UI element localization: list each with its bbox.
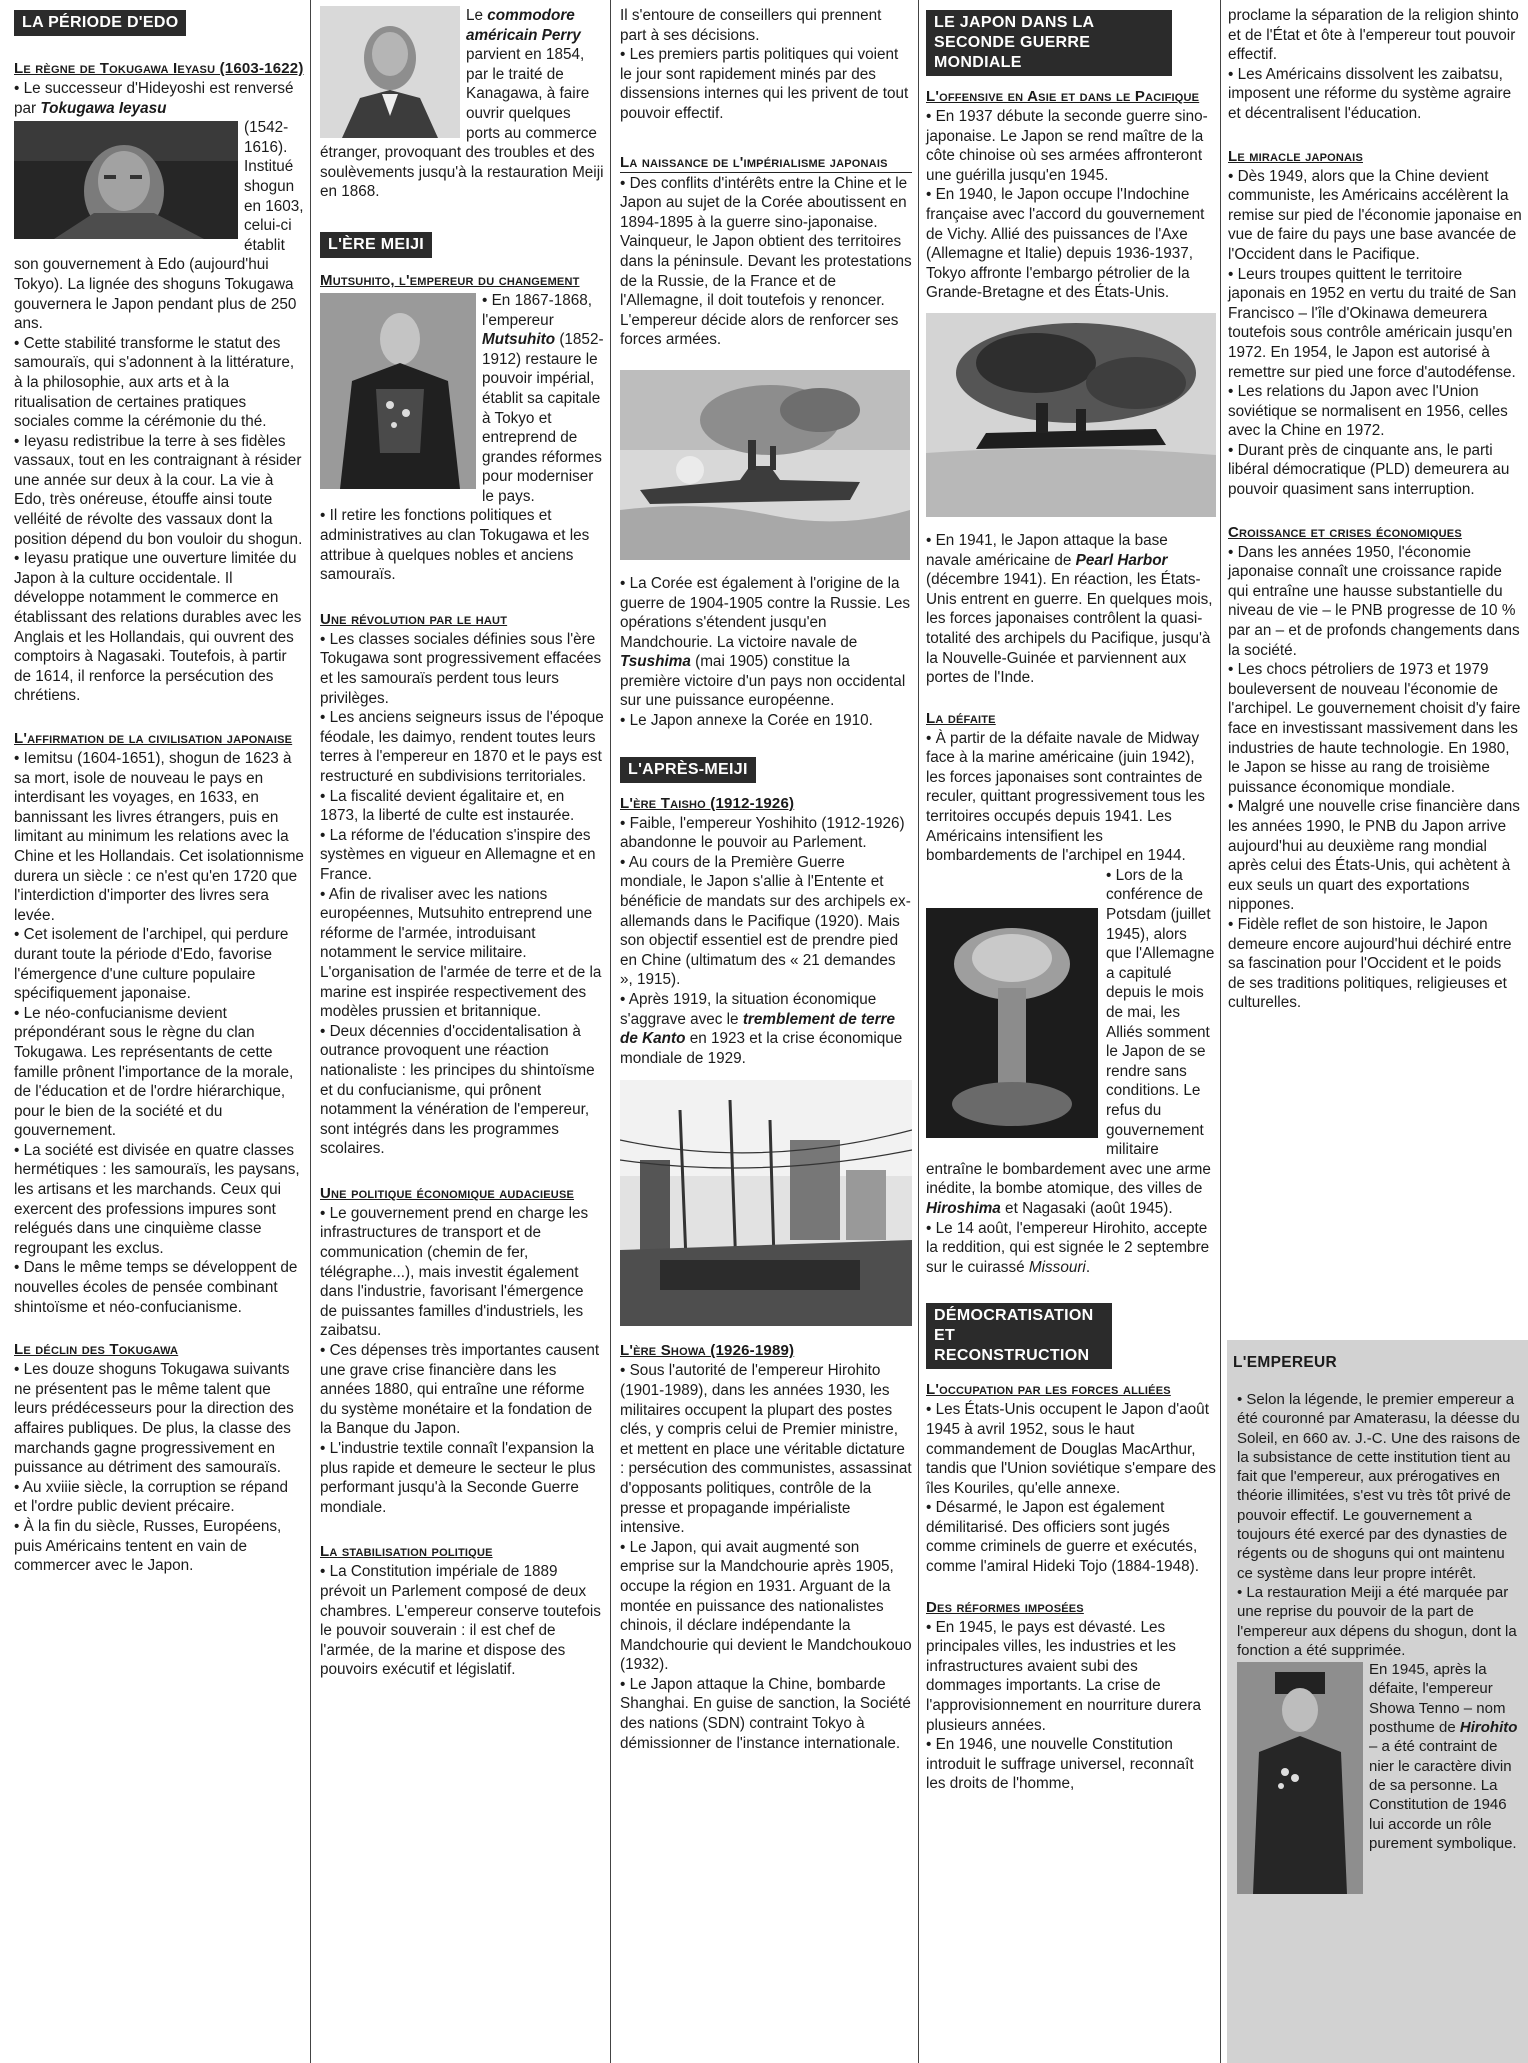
column-divider (1220, 0, 1221, 2063)
person-name: Hirohito (1459, 1719, 1518, 1737)
subheading: L'ère Showa (1926-1989) (620, 1342, 795, 1360)
paragraph: • Sous l'autorité de l'empereur Hirohito (1901-1989), dans les années 1930, les militaires occupent la plupart des postes clés, y compris celui de Premier ministre, et mettent en place une véritable dictature : persécution des communistes, assassinat d'opposants politiques, contrôle de la presse et propagande impérialiste intensive. (620, 1362, 912, 1537)
pearl-harbor-image (926, 313, 1216, 517)
paragraph: • En 1945, le pays est dévasté. Les principales villes, les industries et les infrastructures avaient subi des dommages importants. La crise de l'approvisionnement en nourriture durera plusieurs années. (926, 1618, 1202, 1734)
paragraph: • Lors de la conférence de Potsdam (juillet 1945), alors que l'Allemagne a capitulé depuis le mois de mai, les Alliés somment le Japon de se rendre sans conditions. Le refus du gouvernement militaire entraîne le bombardement avec une arme inédite, la bombe atomique, des villes de Hiroshima et Nagasaki (août 1945). (926, 866, 1215, 1217)
subheading: Le miracle japonais (1228, 147, 1363, 165)
paragraph: • Désarmé, le Japon est également démilitarisé. Des officiers sont jugés comme criminels de guerre et exécutés, comme l'amiral Hideki Tojo (1884-1948). (926, 1499, 1199, 1576)
paragraph: • La Constitution impériale de 1889 prévoit un Parlement composé de deux chambres. L'empereur conserve toutefois le pouvoir souverain : il est chef de l'armée, de la marine et dispose des pouvoirs exécutif et législatif. (320, 1563, 601, 1679)
hirohito-portrait-image (1237, 1662, 1363, 1894)
paragraph: • La restauration Meiji a été marquée par une reprise du pouvoir de la part de l'empereur aux dépens du shogun, dont la fonction a été supprimée. (1237, 1583, 1517, 1659)
paragraph: • Les anciens seigneurs issus de l'époque féodale, les daimyo, rendent toutes leurs terres à l'empereur en 1870 et le pays est restructuré en subdivisions territoriales. (320, 709, 604, 785)
ieyasu-portrait-image (14, 121, 238, 239)
subheading: Des réformes imposées (926, 1598, 1084, 1616)
paragraph: • Les premiers partis politiques qui voient le jour sont rapidement minés par des dissensions internes qui les privent de tout pouvoir effectif. (620, 46, 909, 122)
box-body (1227, 1390, 1528, 1853)
paragraph: Le commodore américain Perry parvient en 1854, par le traité de Kanagawa, à faire ouvrir quelques ports au commerce étranger, provoquant des troubles et des soulèvements jusqu'à la restauration Meiji en 1868. (320, 7, 604, 201)
paragraph: • Les douze shoguns Tokugawa suivants ne présentent pas le même talent que leurs prédécesseurs pour la direction des affaires publiques. De plus, la classe des marchands gagne progressivement en puissance au détriment des samouraïs. (14, 1361, 294, 1477)
paragraph: • Le Japon attaque la Chine, bombarde Shanghai. En guise de sanction, la Société des nations (SDN) contraint Tokyo à démissionner de l'instance internationale. (620, 1675, 911, 1752)
paragraph: • La réforme de l'éducation s'inspire des systèmes en vigueur en Allemagne et en France. (320, 826, 596, 883)
paragraph: • L'industrie textile connaît l'expansion la plus rapide et demeure le secteur le plus performant jusqu'à la Seconde Guerre mondiale. (320, 1440, 596, 1516)
paragraph: • Durant près de cinquante ans, le parti libéral démocratique (PLD) demeurera au pouvoir quasiment sans interruption. (1228, 441, 1510, 499)
person-name: commodore américain Perry (466, 7, 581, 44)
paragraph: • Le Japon annexe la Corée en 1910. (620, 712, 873, 730)
paragraph: • Le successeur d'Hideyoshi est renversé par Tokugawa Ieyasu (1542-1616). Institué shogun en 1603, celui-ci établit son gouvernement à Edo (aujourd'hui Tokyo). La lignée des shoguns Tokugawa gouvernera le Japon pendant plus de 250 ans. (14, 80, 304, 333)
subheading: L'offensive en Asie et dans le Pacifique (926, 88, 1200, 105)
event-name: tremblement de terre de Kanto (620, 1010, 895, 1048)
paragraph: • Deux décennies d'occidentalisation à outrance provoquent une réaction nationaliste : les principes du shintoïsme et du confucianisme, qui prônent notamment la vénération de l'empereur, sont intégrés dans les programmes scolaires. (320, 1022, 595, 1158)
column-divider (610, 0, 611, 2063)
paragraph: • Au cours de la Première Guerre mondiale, le Japon s'allie à l'Entente et bénéficie de mandats sur des archipels ex-allemands dans le Pacifique (1920). Mais son objectif essentiel est de prendre pied en Chine (ultimatum des « 21 demandes », 1915). (620, 853, 911, 989)
paragraph: • En 1946, une nouvelle Constitution introduit le suffrage universel, reconnaît les droits de l'homme, (926, 1736, 1194, 1793)
paragraph: • Le 14 août, l'empereur Hirohito, accepte la reddition, qui est signée le 2 septembre sur le cuirassé Missouri. (926, 1219, 1210, 1276)
section-title-ww2: LE JAPON DANS LA SECONDE GUERRE MONDIALE (926, 10, 1172, 76)
paragraph: • Les chocs pétroliers de 1973 et 1979 bouleversent de nouveau l'économie de l'archipel. Le gouvernement choisit d'y faire face en investissant massivement dans les industries de haute technologie. En 1980, le Japon se hisse au rang de troisième puissance économique mondiale. (1228, 661, 1521, 796)
paragraph: • Ieyasu redistribue la terre à ses fidèles vassaux, tout en les contraignant à résider une année sur deux à la cour. La vie à Edo, très onéreuse, étouffe ainsi toute velléité de révolte des vassaux dont la position dépend du bon vouloir du shogun. (14, 432, 303, 548)
paragraph: • Le néo-confucianisme devient prépondérant sous le règne du clan Tokugawa. Les représentants de cette famille prônent l'importance de la morale, de l'éducation et de l'ordre hiérarchique, pour le bien de la société et du gouvernement. (14, 1004, 294, 1140)
paragraph: • Cette stabilité transforme le statut des samouraïs, qui s'adonnent à la littérature, à la philosophie, aux arts et à la ritualisation de certaines pratiques sociales comme la cérémonie du thé. (14, 334, 295, 431)
section-title-edo: LA PÉRIODE D'EDO (14, 10, 186, 36)
paragraph: • Selon la légende, le premier empereur a été couronné par Amaterasu, la déesse du Soleil, en 660 av. J.-C. Une des raisons de la subsistance de cette institution tient au fait que l'empereur, aux prérogatives en théorie illimitées, s'est vu très tôt privé de pouvoir effectif. Le gouvernement a toujours été exercé par des dynasties de régents ou de shoguns qui ont maintenu ce système dans leur propre intérêt. (1237, 1391, 1521, 1582)
column-divider (918, 0, 919, 2063)
paragraph: • Iemitsu (1604-1651), shogun de 1623 à sa mort, isole de nouveau le pays en interdisant les voyages, en 1633, en bannissant les livres étrangers, puis en limitant au minimum les relations avec la Chine et les Hollandais. Cet isolationnisme durera un siècle : ce n'est qu'en 1720 que l'interdiction d'importer des livres sera levée. (14, 750, 304, 924)
subheading: Une révolution par le haut (320, 610, 508, 628)
paragraph: • Cet isolement de l'archipel, qui perdure durant toute la période d'Edo, favorise l'émergence d'une culture populaire spécifiquement japonaise. (14, 926, 289, 1003)
paragraph: • À la fin du siècle, Russes, Européens, puis Américains tentent en vain de commercer avec le Japon. (14, 1517, 282, 1575)
place-name: Tsushima (620, 653, 691, 671)
paragraph: • En 1937 débute la seconde guerre sino-japonaise. Le Japon se rend maître de la côte chinoise où ses armées affronteront une guérilla jusqu'en 1945. (926, 108, 1208, 184)
mutsuhito-portrait-image (320, 293, 476, 489)
person-name: Tokugawa Ieyasu (40, 99, 167, 117)
paragraph: • Dans le même temps se développent de nouvelles écoles de pensée combinant shintoïsme et néo-confucianisme. (14, 1259, 298, 1316)
subheading: L'occupation par les forces alliées (926, 1381, 1171, 1399)
column-4 (926, 6, 1216, 2063)
paragraph: • En 1940, le Japon occupe l'Indochine française avec l'accord du gouvernement de Vichy. Allié des puissances de l'Axe (Allemagne et Italie) depuis 1936-1937, Tokyo affronte l'embargo pétrolier de la Grande-Bretagne et des États-Unis. (926, 186, 1205, 302)
paragraph: • Ieyasu pratique une ouverture limitée du Japon à la culture occidentale. Il développe notamment le commerce en établissant des relations durables avec les Anglais et les Hollandais, qui ouvrent des comptoirs à Nagasaki. Toutefois, à partir de 1614, il renforce la persécution des chrétiens. (14, 550, 302, 705)
section-title-democratisation: DÉMOCRATISATION ET RECONSTRUCTION (926, 1303, 1112, 1369)
paragraph: • La Corée est également à l'origine de la guerre de 1904-1905 contre la Russie. Les opérations s'étendent jusqu'en Mandchourie. La victoire navale de Tsushima (mai 1905) constitue la première victoire d'un pays non occidental sur une puissance européenne. (620, 574, 910, 710)
paragraph: • Les États-Unis occupent le Japon d'août 1945 à avril 1952, sous le haut commandement de Douglas MacArthur, tandis que l'Union soviétique s'empare des îles Kouriles, qu'elle annexe. (926, 1401, 1216, 1497)
subheading: L'affirmation de la civilisation japonaise (14, 730, 293, 747)
paragraph: • Dès 1949, alors que la Chine devient communiste, les Américains accélèrent la remise sur pied de l'économie japonaise en vue de faire du pays une base avancée de l'Occident dans le Pacifique. (1228, 167, 1522, 263)
subheading: Le règne de Tokugawa Ieyasu (1603-1622) (14, 60, 304, 77)
paragraph: • La fiscalité devient égalitaire et, en 1873, la liberté de culte est instaurée. (320, 787, 575, 825)
paragraph: • Il retire les fonctions politiques et administratives au clan Tokugawa et les attribue à quelques nobles et anciens samouraïs. (320, 507, 590, 584)
paragraph: En 1945, après la défaite, l'empereur Showa Tenno – nom posthume de Hirohito – a été contraint de nier le caractère divin de sa personne. La Constitution de 1946 lui accorde un rôle purement symbolique. (1237, 1660, 1522, 1853)
paragraph: • Les Américains dissolvent les zaibatsu, imposent une réforme du système agraire et décentralisent l'éducation. (1228, 65, 1512, 122)
subheading: Une politique économique audacieuse (320, 1184, 575, 1202)
paragraph: • Leurs troupes quittent le territoire japonais en 1952 en vertu du traité de San Francisco – l'île d'Okinawa demeurera toutefois sous contrôle américain jusqu'en 1972. En 1954, le Japon est autorisé à remettre sur pied une force d'autodéfense. (1228, 265, 1517, 381)
emperor-sidebar-box (1227, 1340, 1528, 2063)
paragraph: • À partir de la défaite navale de Midway face à la marine américaine (juin 1942), les forces japonaises sont contraintes de reculer, quittant progressivement tous les territoires occupés depuis 1941. Les Américains intensifient les bombardements de l'archipel en 1944. (926, 729, 1205, 865)
paragraph: • En 1867-1868, l'empereur Mutsuhito (1852-1912) restaure le pouvoir impérial, établit sa capitale à Tokyo et entreprend de grandes réformes pour moderniser le pays. (320, 291, 604, 507)
subheading: La stabilisation politique (320, 1543, 493, 1561)
paragraph: • Des conflits d'intérêts entre la Chine et le Japon au sujet de la Corée aboutissent en 1894-1895 à la guerre sino-japonaise. Vainqueur, le Japon obtient des territoires dans la péninsule. Devant les protestations de la Russie, de la France et de l'Allemagne, il doit toutefois y renoncer. L'empereur décide alors de renforcer ses forces armées. (620, 174, 912, 349)
subheading: La défaite (926, 709, 996, 727)
paragraph: proclame la séparation de la religion shinto et de l'État et ôte à l'empereur tout pouvoir effectif. (1228, 7, 1519, 64)
atomic-bomb-image (926, 908, 1098, 1138)
paragraph: • Après 1919, la situation économique s'aggrave avec le tremblement de terre de Kanto en 1923 et la crise économique mondiale de 1929. (620, 991, 903, 1067)
column-2 (320, 6, 604, 2063)
subheading: Mutsuhito, l'empereur du changement (320, 271, 580, 289)
paragraph: • Ces dépenses très importantes causent une grave crise financière dans les années 1880, qui entraîne une réforme du système monétaire et la fondation de la Banque du Japon. (320, 1342, 600, 1438)
section-title-meiji: L'ÈRE MEIJI (320, 232, 432, 258)
subheading: Le déclin des Tokugawa (14, 1341, 179, 1359)
section-title-apres-meiji: L'APRÈS-MEIJI (620, 757, 756, 783)
column-divider (310, 0, 311, 2063)
paragraph: • Au xviiie siècle, la corruption se répand et l'ordre public devient précaire. (14, 1478, 289, 1516)
box-title: L'EMPEREUR (1233, 1354, 1337, 1371)
paragraph: • Dans les années 1950, l'économie japonaise connaît une croissance rapide qui entraîne une hausse substantielle du niveau de vie – le PNB progresse de 10 % par an – et de profonds changements dans la société. (1228, 543, 1520, 659)
kanto-earthquake-image (620, 1080, 912, 1326)
place-name: Pearl Harbor (1075, 551, 1168, 569)
paragraph: • Le gouvernement prend en charge les infrastructures de transport et de communication (chemin de fer, télégraphe...), mais investit également dans l'industrie, favorisant l'émergence de puissantes familles d'industriels, les zaibatsu. (320, 1204, 589, 1340)
column-3 (620, 6, 912, 2063)
person-name: Mutsuhito (482, 331, 556, 349)
paragraph: • Malgré une nouvelle crise financière dans les années 1990, le PNB du Japon arrive aujourd'hui au deuxième rang mondial après celui des États-Unis, qui achètent à eux seuls un quart des exportations nippones. (1228, 798, 1520, 914)
naval-battle-image (620, 370, 910, 560)
subheading: Croissance et crises économiques (1228, 523, 1462, 541)
paragraph: • Le Japon, qui avait augmenté son emprise sur la Mandchourie après 1905, occupe la région en 1931. Arguant de la montée en puissance des nationalistes chinois, il déclare indépendante la Mandchourie qui devient le Mandchoukouo (1932). (620, 1538, 912, 1674)
perry-portrait-image (320, 6, 460, 138)
paragraph: • La société est divisée en quatre classes hermétiques : les samouraïs, les paysans, les artisans et les marchands. Ceux qui exercent des professions impures sont relégués dans une cinquième classe regroupant les exclus. (14, 1141, 300, 1257)
paragraph: • Les classes sociales définies sous l'ère Tokugawa sont progressivement effacées et les samouraïs perdent tous leurs privilèges. (320, 630, 602, 707)
paragraph: • Fidèle reflet de son histoire, le Japon demeure encore aujourd'hui déchiré entre sa fascination pour l'Occident et le poids de ses traditions politiques, religieuses et culturelles. (1228, 915, 1512, 1012)
paragraph: Il s'entoure de conseillers qui prennent part à ses décisions. (620, 7, 882, 44)
paragraph: • Afin de rivaliser avec les nations européennes, Mutsuhito entreprend une réforme de l'armée, introduisant notamment le service militaire. L'organisation de l'armée de terre et de la marine est inspirée respectivement des modèles prussien et britannique. (320, 885, 602, 1021)
column-1 (14, 6, 304, 2063)
paragraph: • Faible, l'empereur Yoshihito (1912-1926) abandonne le pouvoir au Parlement. (620, 814, 905, 852)
subheading: L'ère Taisho (1912-1926) (620, 794, 795, 812)
paragraph: • En 1941, le Japon attaque la base navale américaine de Pearl Harbor (décembre 1941). En réaction, les États-Unis entrent en guerre. En quelques mois, les forces japonaises contrôlent la quasi-totalité des archipels du Pacifique, jusqu'à la Nouvelle-Guinée et parviennent aux portes de l'Inde. (926, 531, 1213, 687)
place-name: Hiroshima (926, 1199, 1001, 1217)
subheading: La naissance de l'impérialisme japonais (620, 154, 912, 173)
paragraph: • Les relations du Japon avec l'Union soviétique se normalisent en 1956, celles avec la Chine en 1972. (1228, 383, 1508, 440)
